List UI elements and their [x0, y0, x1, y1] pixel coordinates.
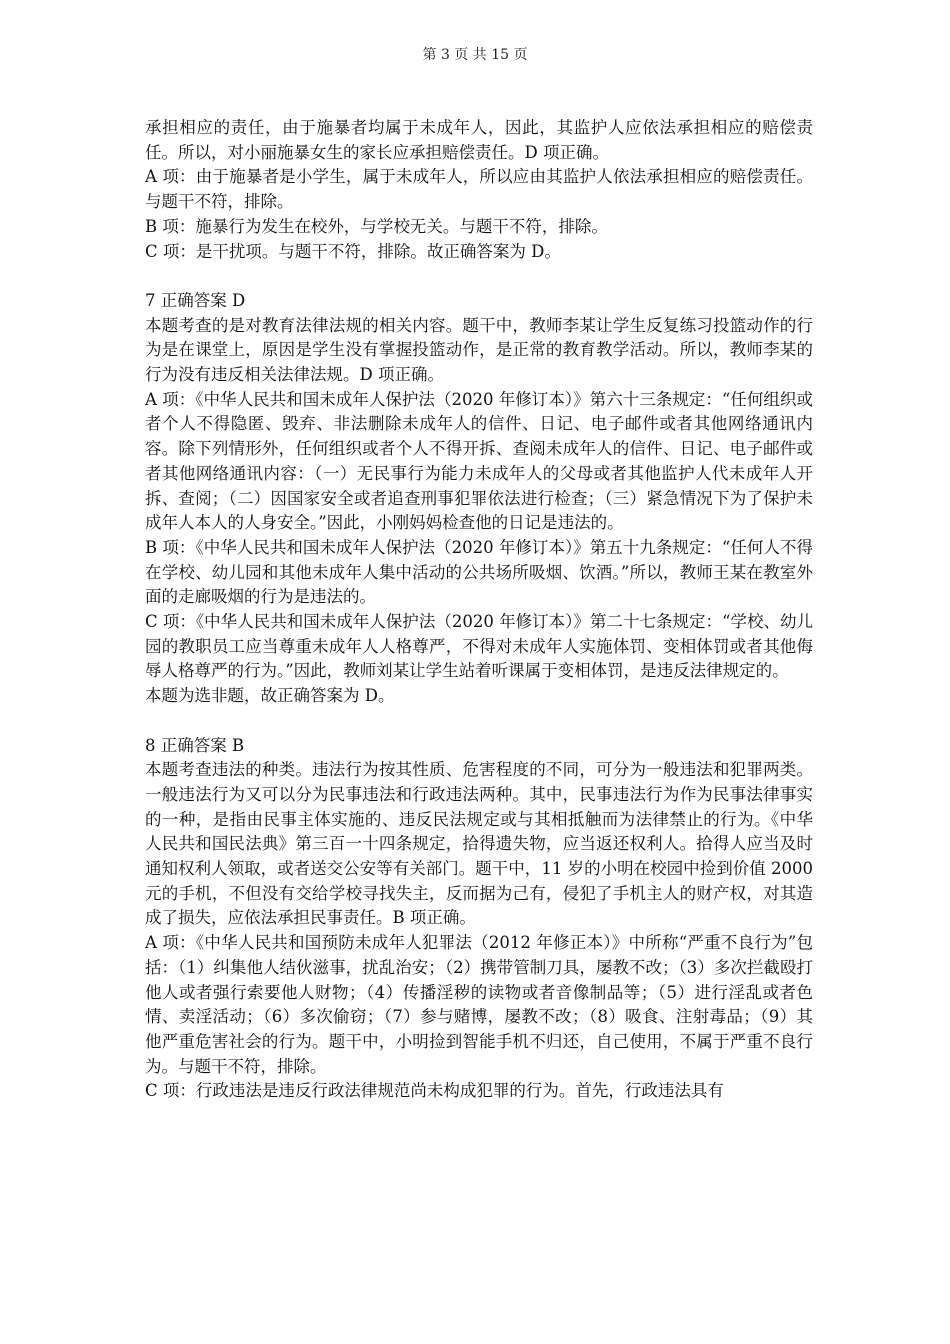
paragraph: A 项：《中华人民共和国未成年人保护法（2020 年修订本）》第六十三条规定：“任何组织或者个人不得隐匿、毁弃、非法删除未成年人的信件、日记、电子邮件或者其他网络通讯内容。除下列情形外，任何组织或者个人不得开拆、查阅未成年人的信件、日记、电子邮件或者其他网络通讯内容：（一）无民事行为能力未成年人的父母或者其他监护人代未成年人开拆、查阅；（二）因国家安全或者追查刑事犯罪依法进行检查；（三）紧急情况下为了保护未成年人本人的人身安全。”因此，小刚妈妈检查他的日记是违法的。 [145, 389, 813, 533]
paragraph: B 项：施暴行为发生在校外，与学校无关。与题干不符，排除。 [145, 216, 608, 236]
section-7 [145, 289, 813, 709]
paragraph: C 项：是干扰项。与题干不符，排除。故正确答案为 D。 [145, 241, 561, 261]
section-6-continuation [145, 116, 813, 264]
paragraph: 承担相应的责任，由于施暴者均属于未成年人，因此，其监护人应依法承担相应的赔偿责任。所以，对小丽施暴女生的家长应承担赔偿责任。D 项正确。 [145, 118, 813, 162]
paragraph: C 项：《中华人民共和国未成年人保护法（2020 年修订本）》第二十七条规定：“学校、幼儿园的教职员工应当尊重未成年人人格尊严，不得对未成年人实施体罚、变相体罚或者其他侮辱人格尊严的行为。”因此，教师刘某让学生站着听课属于变相体罚，是违反法律规定的。 [145, 612, 813, 681]
paragraph: B 项：《中华人民共和国未成年人保护法（2020 年修订本）》第五十九条规定：“任何人不得在学校、幼儿园和其他未成年人集中活动的公共场所吸烟、饮酒。”所以，教师王某在教室外面的走廊吸烟的行为是违法的。 [145, 537, 813, 607]
document-body [145, 116, 813, 1104]
page-number-header: 第 3 页 共 15 页 [422, 47, 528, 63]
paragraph: C 项：行政违法是违反行政法律规范尚未构成犯罪的行为。首先，行政违法具有 [145, 1081, 724, 1101]
section-title: 8 正确答案 B [145, 735, 245, 755]
section-8 [145, 734, 813, 1105]
paragraph: A 项：《中华人民共和国预防未成年人犯罪法（2012 年修正本）》中所称“严重不良行为”包括：（1）纠集他人结伙滋事，扰乱治安；（2）携带管制刀具，屡教不改；（3）多次拦截殴打他人或者强行索要他人财物；（4）传播淫秽的读物或者音像制品等；（5）进行淫乱或者色情、卖淫活动；（6）多次偷窃；（7）参与赌博，屡教不改；（8）吸食、注射毒品；（9）其他严重危害社会的行为。题干中，小明捡到智能手机不归还，自己使用，不属于严重不良行为。与题干不符，排除。 [145, 933, 813, 1076]
paragraph: A 项：由于施暴者是小学生，属于未成年人，所以应由其监护人依法承担相应的赔偿责任。与题干不符，排除。 [145, 167, 813, 212]
section-title: 7 正确答案 D [145, 290, 246, 310]
paragraph: 本题考查违法的种类。违法行为按其性质、危害程度的不同，可分为一般违法和犯罪两类。一般违法行为又可以分为民事违法和行政违法两种。其中，民事违法行为作为民事法律事实的一种，是指由民事主体实施的、违反民法规定或与其相抵触而为法律禁止的行为。《中华人民共和国民法典》第三百一十四条规定，拾得遗失物，应当返还权利人。拾得人应当及时通知权利人领取，或者送交公安等有关部门。题干中，11 岁的小明在校园中捡到价值 2000 元的手机，不但没有交给学校寻找失主，反而据为己有，侵犯了手机主人的财产权，对其造成了损失，应依法承担民事责任。B 项正确。 [145, 760, 813, 928]
paragraph: 本题考查的是对教育法律法规的相关内容。题干中，教师李某让学生反复练习投篮动作的行为是在课堂上，原因是学生没有掌握投篮动作，是正常的教育教学活动。所以，教师李某的行为没有违反相关法律法规。D 项正确。 [145, 315, 813, 385]
paragraph: 本题为选非题，故正确答案为 D。 [145, 686, 395, 706]
